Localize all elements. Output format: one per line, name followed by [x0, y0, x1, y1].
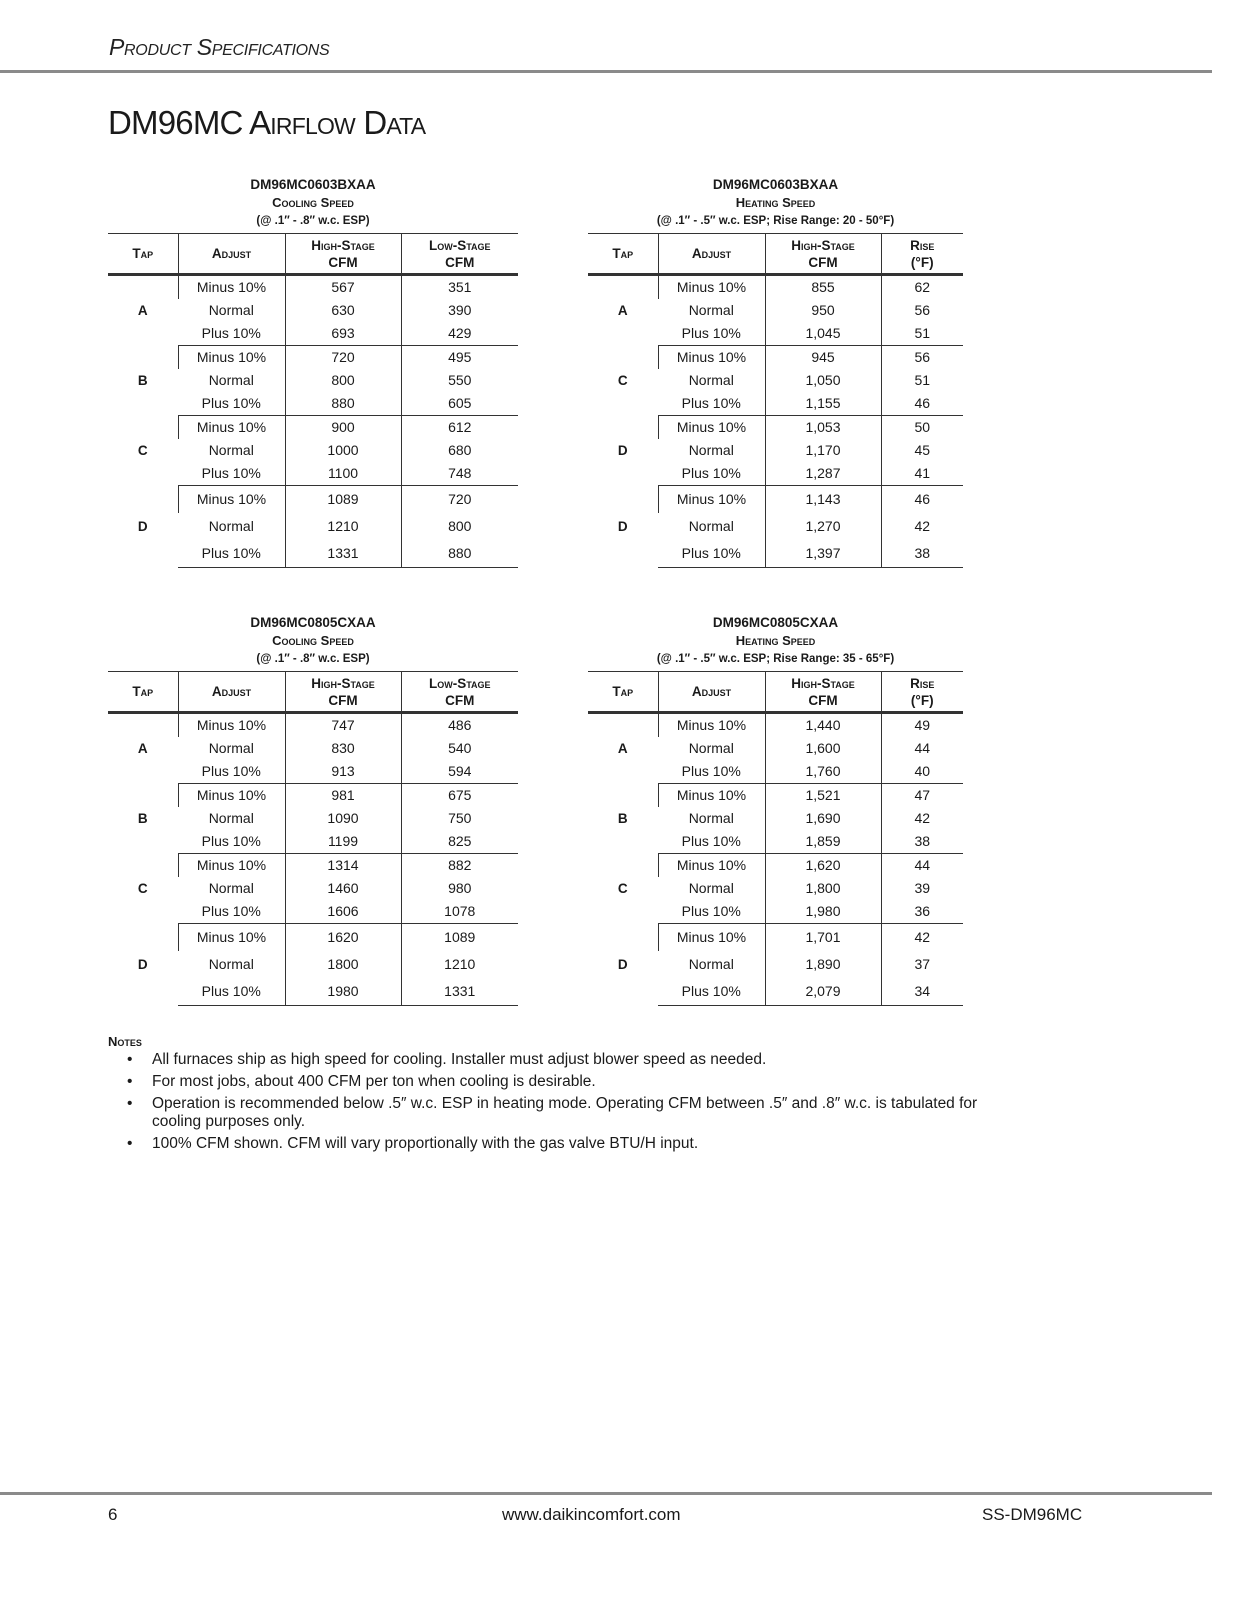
table-cell: Minus 10% — [178, 854, 285, 878]
table-cell: Minus 10% — [178, 486, 285, 514]
table-row — [588, 854, 963, 878]
tap-cell: D — [617, 443, 628, 458]
airflow-table — [108, 233, 518, 568]
table-cell: Normal — [208, 740, 254, 756]
table-cell: 830 — [285, 737, 401, 760]
table-cell: Normal — [208, 518, 254, 534]
column-header: Tap — [108, 672, 178, 713]
table-cell: 1,600 — [765, 737, 881, 760]
table-cell: Plus 10% — [658, 900, 765, 924]
table-row — [588, 416, 963, 440]
table-cell: Normal — [688, 518, 734, 534]
tap-cell: B — [137, 811, 148, 826]
column-header: Rise (°F) — [881, 672, 963, 713]
table-cell: 1089 — [285, 486, 401, 514]
table-cell: 1,270 — [765, 513, 881, 540]
table-header-row — [588, 672, 963, 713]
table-cell: 429 — [401, 322, 518, 346]
table-cell: 42 — [881, 924, 963, 952]
table-row — [108, 275, 518, 300]
table-cell: 605 — [401, 392, 518, 416]
column-header: High-Stage CFM — [765, 234, 881, 275]
footer-url: www.daikincomfort.com — [502, 1505, 681, 1524]
table-cell: 855 — [765, 275, 881, 300]
table-cell: 1090 — [285, 807, 401, 830]
table-cell: 1210 — [285, 513, 401, 540]
table-cell: 680 — [401, 439, 518, 462]
column-header: Low-Stage CFM — [401, 234, 518, 275]
table-row — [588, 486, 963, 514]
table-header-row — [588, 234, 963, 275]
table-cell: 747 — [285, 713, 401, 738]
table-cell: 594 — [401, 760, 518, 784]
table-cell: Plus 10% — [178, 540, 285, 568]
note-item: • All furnaces ship as high speed for cooling. Installer must adjust blower speed as needed. — [108, 1051, 1008, 1069]
table-cell: 351 — [401, 275, 518, 300]
table-cell: Plus 10% — [658, 322, 765, 346]
table-cell: 495 — [401, 346, 518, 370]
table-cell: 1331 — [285, 540, 401, 568]
table-cell: Minus 10% — [178, 346, 285, 370]
tap-cell: D — [617, 519, 628, 534]
tap-cell: B — [617, 811, 628, 826]
table-cell: 38 — [881, 830, 963, 854]
table-row — [588, 275, 963, 300]
table-cell: 56 — [881, 346, 963, 370]
table-cell: 567 — [285, 275, 401, 300]
note-item: • For most jobs, about 400 CFM per ton when cooling is desirable. — [108, 1073, 1008, 1091]
table-cell: 2,079 — [765, 978, 881, 1006]
tap-cell: C — [617, 881, 628, 896]
table-cell: 540 — [401, 737, 518, 760]
table-cell: Normal — [208, 956, 254, 972]
column-header: Low-Stage CFM — [401, 672, 518, 713]
table-model: DM96MC0805CXAA — [712, 615, 839, 630]
table-cell: 1,890 — [765, 951, 881, 978]
table-speed: Cooling Speed — [272, 195, 354, 210]
table-header-row — [108, 234, 518, 275]
tap-cell: C — [617, 373, 628, 388]
table-cell: 39 — [881, 877, 963, 900]
table-condition: (@ .1″ - .5″ w.c. ESP; Rise Range: 20 - 50°F) — [656, 215, 895, 227]
notes-section — [108, 1034, 1008, 1157]
table-row — [108, 784, 518, 808]
airflow-table — [588, 233, 963, 568]
table-row — [108, 713, 518, 738]
table-cell: 36 — [881, 900, 963, 924]
table-cell: 750 — [401, 807, 518, 830]
table-caption — [108, 614, 518, 668]
table-cell: 1,045 — [765, 322, 881, 346]
table-cell: 882 — [401, 854, 518, 878]
table-cell: Plus 10% — [178, 830, 285, 854]
table-cell: Plus 10% — [658, 978, 765, 1006]
table-cell: 1,287 — [765, 462, 881, 486]
table-cell: Minus 10% — [658, 924, 765, 952]
table-row — [588, 924, 963, 952]
table-cell: 1,053 — [765, 416, 881, 440]
table-cell: 950 — [765, 299, 881, 322]
table-cell: Plus 10% — [658, 462, 765, 486]
table-cell: Minus 10% — [658, 854, 765, 878]
airflow-table-0603-cooling — [108, 176, 518, 568]
column-header: Adjust — [178, 672, 285, 713]
table-cell: 46 — [881, 486, 963, 514]
airflow-table-0603-heating — [588, 176, 963, 568]
table-cell: 486 — [401, 713, 518, 738]
note-item: • Operation is recommended below .5″ w.c. ESP in heating mode. Operating CFM between .5″ and .8″ w.c. is tabulated for cooling purposes only. — [108, 1095, 1008, 1131]
table-model: DM96MC0603BXAA — [712, 177, 839, 192]
table-cell: 980 — [401, 877, 518, 900]
page-title: DM96MC Airflow Data — [108, 104, 426, 141]
table-cell: 880 — [285, 392, 401, 416]
table-cell: Normal — [208, 442, 254, 458]
table-cell: 1,690 — [765, 807, 881, 830]
table-cell: 47 — [881, 784, 963, 808]
airflow-table-0805-heating — [588, 614, 963, 1006]
table-cell: Minus 10% — [658, 416, 765, 440]
table-cell: 880 — [401, 540, 518, 568]
table-cell: 1,620 — [765, 854, 881, 878]
column-header: Adjust — [178, 234, 285, 275]
tap-cell: A — [137, 303, 148, 319]
table-cell: Normal — [688, 442, 734, 458]
table-cell: 720 — [285, 346, 401, 370]
airflow-table-0805-cooling — [108, 614, 518, 1006]
table-cell: 1800 — [285, 951, 401, 978]
table-cell: Minus 10% — [178, 924, 285, 952]
table-cell: 675 — [401, 784, 518, 808]
table-model: DM96MC0603BXAA — [250, 177, 376, 192]
column-header: Adjust — [658, 672, 765, 713]
table-cell: 1,050 — [765, 369, 881, 392]
table-cell: Minus 10% — [178, 784, 285, 808]
table-cell: 41 — [881, 462, 963, 486]
table-cell: 1,155 — [765, 392, 881, 416]
table-cell: 51 — [881, 369, 963, 392]
table-cell: 1620 — [285, 924, 401, 952]
table-row — [108, 416, 518, 440]
table-cell: Normal — [208, 372, 254, 388]
table-cell: Minus 10% — [658, 486, 765, 514]
table-cell: Plus 10% — [658, 540, 765, 568]
table-cell: 40 — [881, 760, 963, 784]
table-cell: 1,859 — [765, 830, 881, 854]
page-number: 6 — [108, 1505, 118, 1524]
table-cell: 42 — [881, 807, 963, 830]
table-cell: 49 — [881, 713, 963, 738]
table-cell: Normal — [208, 810, 254, 826]
table-cell: 1199 — [285, 830, 401, 854]
table-row — [108, 486, 518, 514]
table-cell: 34 — [881, 978, 963, 1006]
table-cell: 390 — [401, 299, 518, 322]
table-cell: 693 — [285, 322, 401, 346]
table-cell: 1,397 — [765, 540, 881, 568]
table-cell: Plus 10% — [178, 322, 285, 346]
table-cell: Normal — [208, 880, 254, 896]
table-cell: 1460 — [285, 877, 401, 900]
table-cell: Minus 10% — [658, 784, 765, 808]
table-cell: 1078 — [401, 900, 518, 924]
tap-cell: C — [137, 443, 148, 458]
table-cell: 1,701 — [765, 924, 881, 952]
table-speed: Heating Speed — [735, 195, 816, 210]
table-row — [588, 784, 963, 808]
table-cell: 945 — [765, 346, 881, 370]
header-rule — [0, 70, 1212, 73]
table-row — [588, 713, 963, 738]
tap-cell: C — [137, 881, 148, 896]
table-caption — [588, 614, 963, 668]
column-header: High-Stage CFM — [285, 672, 401, 713]
table-cell: 51 — [881, 322, 963, 346]
table-cell: 800 — [285, 369, 401, 392]
tap-cell: A — [617, 741, 628, 757]
table-cell: Minus 10% — [178, 275, 285, 300]
table-cell: 38 — [881, 540, 963, 568]
table-cell: 1,800 — [765, 877, 881, 900]
table-cell: 900 — [285, 416, 401, 440]
column-header: Rise (°F) — [881, 234, 963, 275]
table-caption — [108, 176, 518, 230]
table-cell: 748 — [401, 462, 518, 486]
table-cell: Normal — [688, 740, 734, 756]
column-header: Adjust — [658, 234, 765, 275]
table-cell: Plus 10% — [658, 830, 765, 854]
table-header-row — [108, 672, 518, 713]
table-cell: Plus 10% — [178, 978, 285, 1006]
table-cell: 50 — [881, 416, 963, 440]
table-cell: 44 — [881, 854, 963, 878]
table-cell: Plus 10% — [178, 900, 285, 924]
table-row — [108, 346, 518, 370]
table-cell: Minus 10% — [658, 346, 765, 370]
footer-rule — [0, 1492, 1212, 1495]
table-cell: 1980 — [285, 978, 401, 1006]
table-cell: Minus 10% — [658, 275, 765, 300]
tap-cell: B — [137, 373, 148, 388]
airflow-table — [588, 671, 963, 1006]
table-cell: Normal — [688, 956, 734, 972]
table-cell: 1100 — [285, 462, 401, 486]
table-cell: Plus 10% — [658, 392, 765, 416]
table-cell: 1314 — [285, 854, 401, 878]
column-header: Tap — [588, 672, 658, 713]
table-cell: Normal — [688, 302, 734, 318]
table-cell: 37 — [881, 951, 963, 978]
table-condition: (@ .1″ - .8″ w.c. ESP) — [256, 215, 370, 227]
table-cell: 1,440 — [765, 713, 881, 738]
table-cell: Plus 10% — [178, 392, 285, 416]
airflow-table — [108, 671, 518, 1006]
tap-cell: A — [137, 741, 148, 757]
table-cell: 1210 — [401, 951, 518, 978]
tap-cell: D — [137, 957, 148, 972]
table-cell: 825 — [401, 830, 518, 854]
table-row — [108, 854, 518, 878]
table-cell: Minus 10% — [658, 713, 765, 738]
table-cell: 1,760 — [765, 760, 881, 784]
footer-doc-id: SS-DM96MC — [982, 1505, 1083, 1524]
table-cell: Minus 10% — [178, 713, 285, 738]
table-cell: Plus 10% — [178, 760, 285, 784]
table-cell: 1000 — [285, 439, 401, 462]
table-cell: 550 — [401, 369, 518, 392]
table-cell: Normal — [688, 880, 734, 896]
table-speed: Heating Speed — [735, 633, 816, 648]
table-cell: 720 — [401, 486, 518, 514]
table-cell: 56 — [881, 299, 963, 322]
table-cell: Plus 10% — [178, 462, 285, 486]
table-speed: Cooling Speed — [272, 633, 354, 648]
tap-cell: A — [617, 303, 628, 319]
table-cell: Minus 10% — [178, 416, 285, 440]
table-cell: 913 — [285, 760, 401, 784]
table-cell: 42 — [881, 513, 963, 540]
table-cell: 46 — [881, 392, 963, 416]
table-cell: 1331 — [401, 978, 518, 1006]
table-cell: 612 — [401, 416, 518, 440]
column-header: Tap — [588, 234, 658, 275]
table-row — [588, 346, 963, 370]
table-cell: 630 — [285, 299, 401, 322]
table-condition: (@ .1″ - .8″ w.c. ESP) — [256, 653, 370, 665]
column-header: High-Stage CFM — [285, 234, 401, 275]
table-cell: 45 — [881, 439, 963, 462]
table-cell: 62 — [881, 275, 963, 300]
table-cell: 800 — [401, 513, 518, 540]
table-cell: Normal — [688, 372, 734, 388]
table-cell: 1089 — [401, 924, 518, 952]
table-condition: (@ .1″ - .5″ w.c. ESP; Rise Range: 35 - 65°F) — [656, 653, 895, 665]
table-cell: Plus 10% — [658, 760, 765, 784]
table-cell: 1,143 — [765, 486, 881, 514]
table-row — [108, 924, 518, 952]
notes-title: Notes — [108, 1034, 142, 1049]
tap-cell: D — [137, 519, 148, 534]
table-cell: Normal — [208, 302, 254, 318]
tap-cell: D — [617, 957, 628, 972]
section-header: Product Specifications — [109, 34, 330, 60]
table-model: DM96MC0805CXAA — [250, 615, 376, 630]
table-cell: 1606 — [285, 900, 401, 924]
table-cell: 44 — [881, 737, 963, 760]
column-header: Tap — [108, 234, 178, 275]
note-item: • 100% CFM shown. CFM will vary proportionally with the gas valve BTU/H input. — [108, 1135, 1008, 1153]
table-cell: 1,980 — [765, 900, 881, 924]
table-caption — [588, 176, 963, 230]
notes-list — [108, 1051, 1008, 1153]
column-header: High-Stage CFM — [765, 672, 881, 713]
table-cell: Normal — [688, 810, 734, 826]
table-cell: 1,170 — [765, 439, 881, 462]
table-cell: 981 — [285, 784, 401, 808]
table-cell: 1,521 — [765, 784, 881, 808]
